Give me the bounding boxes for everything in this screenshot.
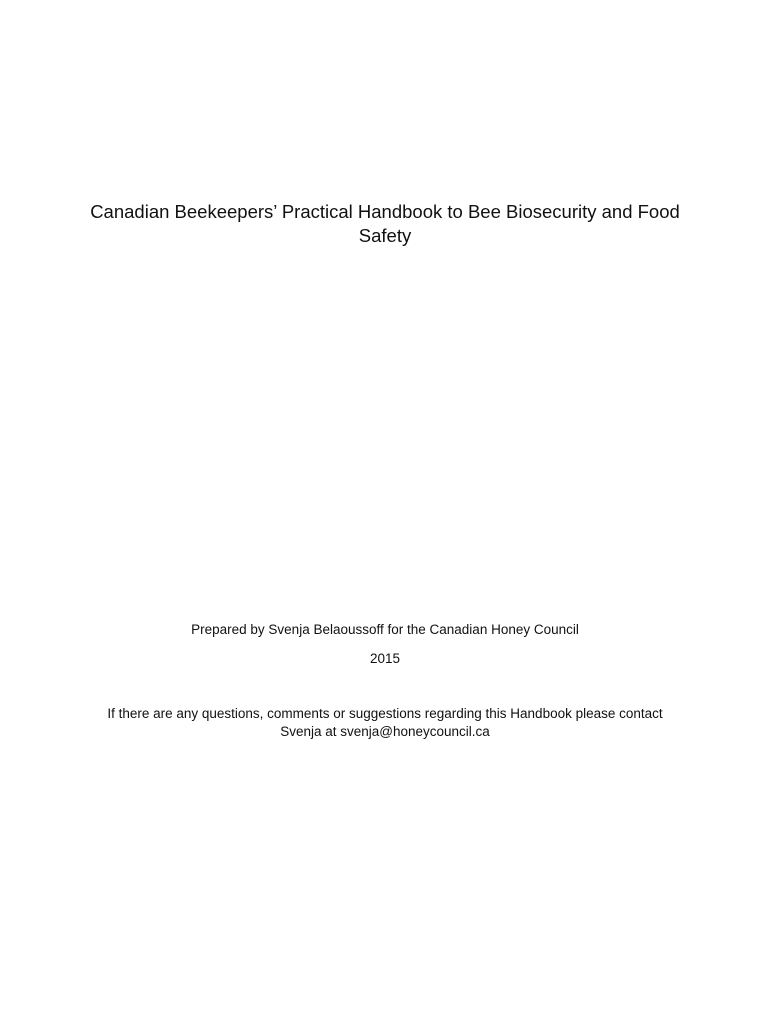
- document-title: [60, 200, 710, 248]
- document-title-line: Canadian Beekeepers’ Practical Handbook to Bee Biosecurity and Food: [90, 201, 680, 222]
- publication-year: 2015: [369, 651, 401, 666]
- contact-note: [60, 705, 710, 741]
- contact-note-line: Svenja at svenja@honeycouncil.ca: [280, 724, 490, 739]
- prepared-by-text: Prepared by Svenja Belaoussoff for the Canadian Honey Council: [191, 622, 579, 637]
- contact-note-line: If there are any questions, comments or suggestions regarding this Handbook please contact: [107, 706, 663, 721]
- document-title-line: Safety: [358, 225, 412, 246]
